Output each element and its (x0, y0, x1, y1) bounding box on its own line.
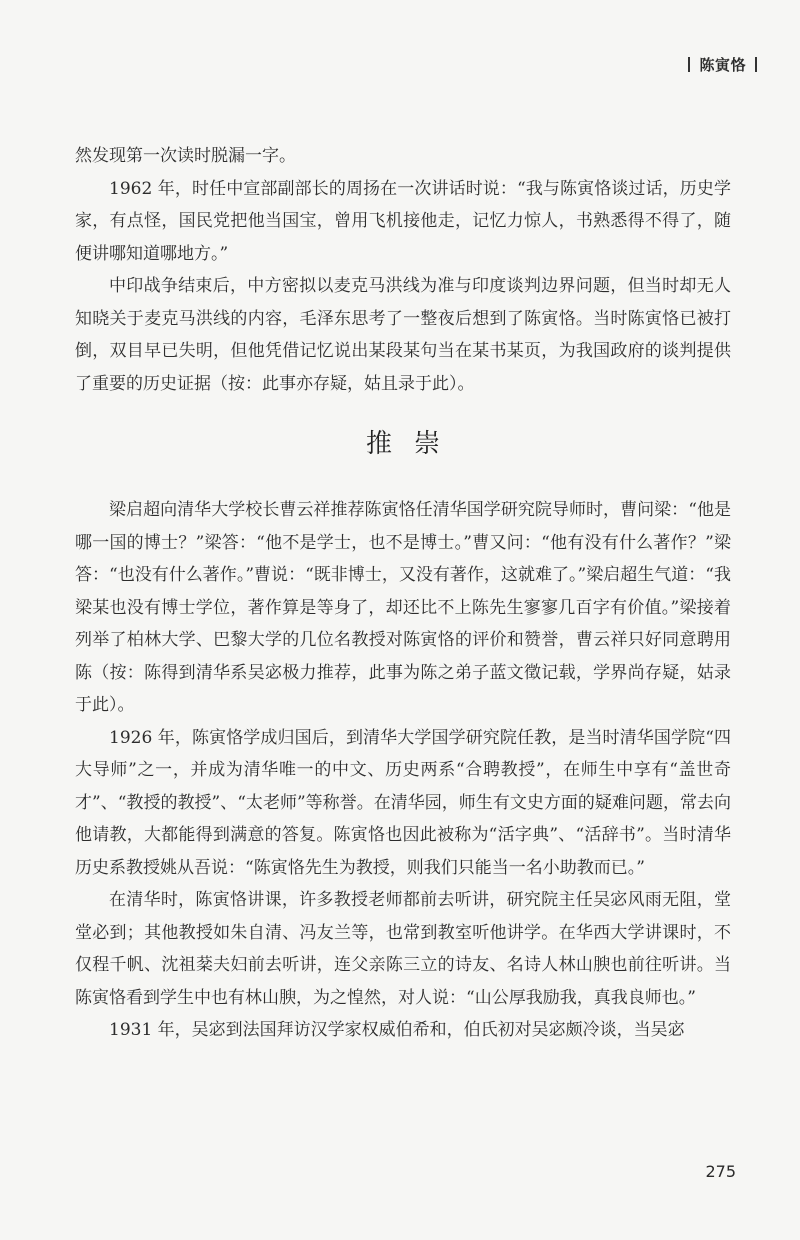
running-head-title: 陈寅恪 (699, 56, 746, 74)
paragraph-1926: 1926 年，陈寅恪学成归国后，到清华大学国学研究院任教，是当时清华国学院“四大导师”之一，并成为清华唯一的中文、历史两系“合聘教授”，在师生中享有“盖世奇才”、“教授的教授”、“太老师”等称誉。在清华园，师生有文史方面的疑难问题，常去向他请教，大都能得到满意的答复。陈寅恪也因此被称为“活字典”、“活辞书”。当时清华历史系教授姚从吾说：“陈寅恪先生为教授，则我们只能当一名小助教而已。” (75, 727, 731, 878)
running-head (679, 54, 766, 75)
running-head-right-bar (755, 57, 757, 72)
page-number: 275 (705, 1162, 736, 1181)
paragraph-liang-qichao: 梁启超向清华大学校长曹云祥推荐陈寅恪任清华国学研究院导师时，曹问梁：“他是哪一国的博士？”梁答：“他不是学士，也不是博士。”曹又问：“他有没有什么著作？”梁答：“也没有什么著作。”曹说：“既非博士，又没有著作，这就难了。”梁启超生气道：“我梁某也没有博士学位，著作算是等身了，却还比不上陈先生寥寥几百字有价值。”梁接着列举了柏林大学、巴黎大学的几位名教授对陈寅恪的评价和赞誉，曹云祥只好同意聘用陈（按：陈得到清华系吴宓极力推荐，此事为陈之弟子蓝文徵记载，学界尚存疑，姑录于此）。 (75, 500, 731, 715)
paragraph-sino-indian-border: 中印战争结束后，中方密拟以麦克马洪线为准与印度谈判边界问题，但当时却无人知晓关于麦克马洪线的内容，毛泽东思考了一整夜后想到了陈寅恪。当时陈寅恪已被打倒，双目早已失明，但他凭借记忆说出某段某句当在某书某页，为我国政府的谈判提供了重要的历史证据（按：此事亦存疑，姑且录于此）。 (75, 276, 731, 394)
paragraph-1931: 1931 年，吴宓到法国拜访汉学家权威伯希和，伯氏初对吴宓颇冷谈，当吴宓 (109, 1020, 685, 1040)
page-body (75, 140, 731, 1047)
section-title: 推崇 (365, 429, 462, 459)
paragraph-lectures: 在清华时，陈寅恪讲课，许多教授老师都前去听讲，研究院主任吴宓风雨无阻，堂堂必到；其他教授如朱自清、冯友兰等，也常到教室听他讲学。在华西大学讲课时，不仅程千帆、沈祖棻夫妇前去听讲，连父亲陈三立的诗友、名诗人林山腴也前往听讲。当陈寅恪看到学生中也有林山腴，为之惶然，对人说：“山公厚我励我，真我良师也。” (75, 890, 731, 1008)
paragraph-zhou-yang: 1962 年，时任中宣部副部长的周扬在一次讲话时说：“我与陈寅恪谈过话，历史学家，有点怪，国民党把他当国宝，曾用飞机接他走，记忆力惊人，书熟悉得不得了，随便讲哪知道哪地方。” (75, 178, 731, 264)
paragraph-continuation: 然发现第一次读时脱漏一字。 (75, 146, 296, 166)
running-head-left-bar (688, 57, 690, 72)
